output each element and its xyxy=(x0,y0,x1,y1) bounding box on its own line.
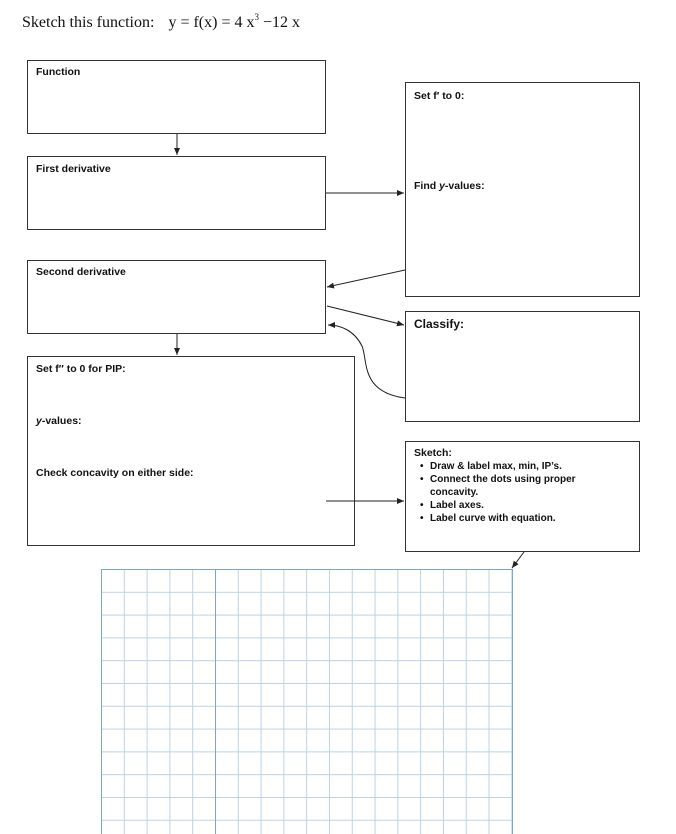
grid-major-line xyxy=(215,570,216,834)
sketch-instruction-item: • Label curve with equation. xyxy=(414,512,620,525)
find-y-var: y xyxy=(439,180,445,192)
sketch-instruction-item: • Label axes. xyxy=(414,499,620,512)
sketch-title: Sketch: xyxy=(414,447,452,459)
set-f-prime-label: Set f′ to 0: xyxy=(414,90,465,102)
arrow-second-to-classify xyxy=(327,306,404,325)
pip-y-var: y xyxy=(36,415,42,427)
pip-concavity-label: Check concavity on either side: xyxy=(36,467,194,479)
find-y-prefix: Find xyxy=(414,180,440,192)
arrow-setf-to-second xyxy=(327,270,405,287)
sketch-instruction-item: • Draw & label max, min, IP’s. xyxy=(414,460,620,473)
sketch-instruction-item: • Connect the dots using proper concavity. xyxy=(414,473,620,499)
graph-paper-grid[interactable] xyxy=(101,569,513,834)
second-derivative-label: Second derivative xyxy=(36,266,126,278)
arrow-sketch-to-grid xyxy=(512,552,524,568)
pip-label: Set f″ to 0 for PIP: xyxy=(36,363,126,375)
pip-y-suffix: -values: xyxy=(41,415,82,427)
find-y-suffix: -values: xyxy=(444,180,485,192)
equation-exponent: 3 xyxy=(254,12,259,22)
function-label: Function xyxy=(36,66,81,78)
equation-rhs: −12 x xyxy=(258,14,300,31)
classify-label: Classify: xyxy=(414,317,465,331)
equation-lhs: y = f(x) = 4 x xyxy=(168,14,255,31)
arrow-classify-to-second xyxy=(328,325,405,398)
first-derivative-label: First derivative xyxy=(36,163,111,175)
title-prompt: Sketch this function: xyxy=(22,14,155,31)
